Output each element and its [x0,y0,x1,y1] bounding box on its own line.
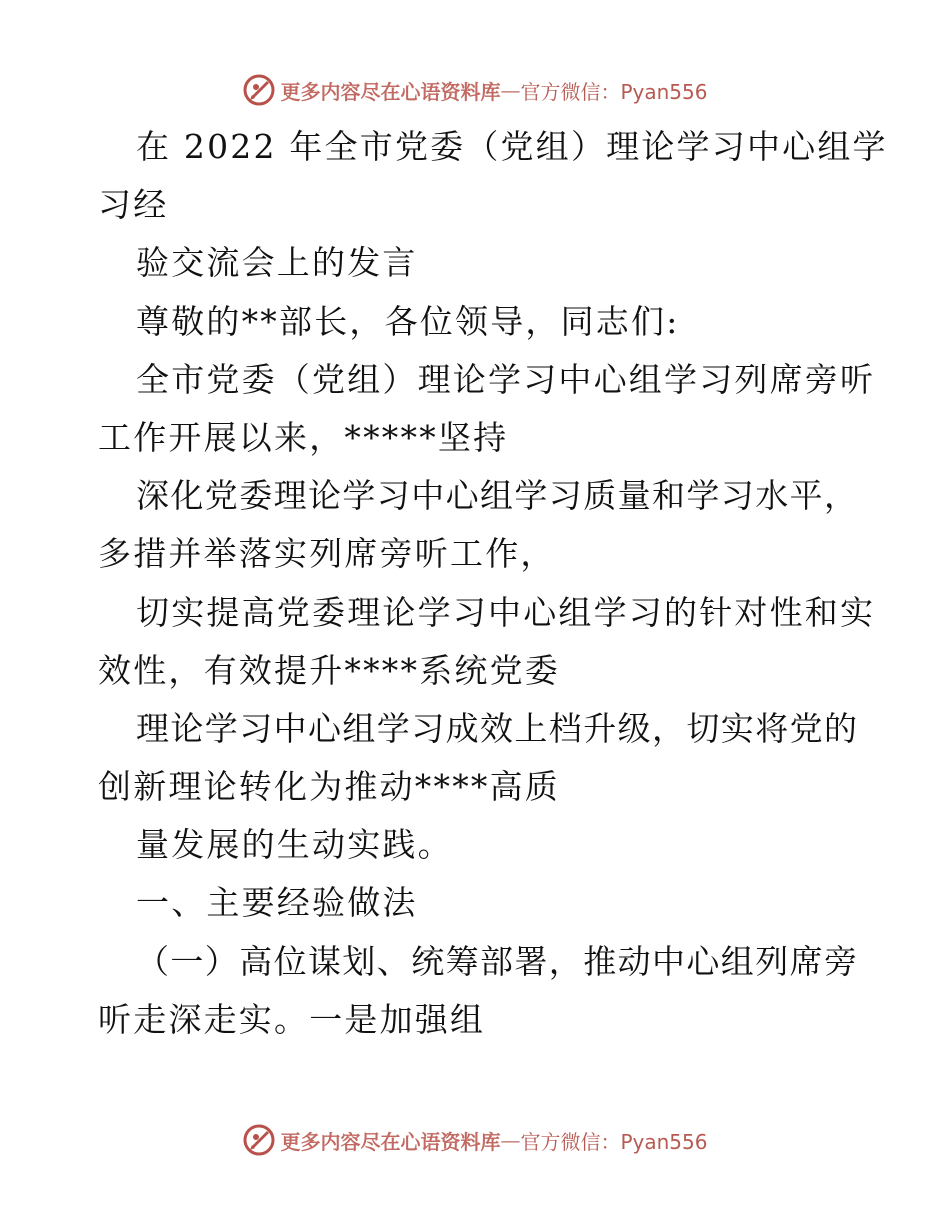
watermark-wechat: 官方微信：Pyan556 [520,79,708,104]
watermark-wechat: 官方微信：Pyan556 [520,1129,708,1154]
text-line: 在 2022 年全市党委（党组）理论学习中心组学 [136,127,888,166]
text-line: 深化党委理论学习中心组学习质量和学习水平， [136,476,859,516]
logo-icon [242,73,276,107]
text-line: 听走深走实。一是加强组 [98,999,486,1039]
text-line: 尊敬的**部长，各位领导，同志们: [136,301,680,341]
text-line: 全市党委（党组）理论学习中心组学习列席旁听 [136,359,876,399]
section-heading: 一、主要经验做法 [136,883,418,923]
text-line: 切实提高党委理论学习中心组学习的针对性和实 [136,592,876,632]
text-line: 工作开展以来，*****坚持 [98,417,509,457]
logo-icon [242,1123,276,1157]
text-line: 验交流会上的发言 [136,243,418,283]
text-line: 创新理论转化为推动****高质 [98,767,560,807]
text-line: 习经 [98,185,169,225]
watermark-dash: — [500,1128,521,1152]
text-line: 多措并举落实列席旁听工作， [98,534,556,574]
watermark-dash: — [500,78,521,102]
document-body [98,118,888,1049]
text-line: （一）高位谋划、统筹部署，推动中心组列席旁 [136,941,859,981]
text-line: 理论学习中心组学习成效上档升级，切实将党的 [136,708,859,748]
header-watermark [0,70,950,110]
text-line: 量发展的生动实践。 [136,825,453,865]
text-line: 效性，有效提升****系统党委 [98,650,560,690]
watermark-text: 更多内容尽在心语资料库 [280,79,501,104]
footer-watermark [0,1120,950,1160]
watermark-text: 更多内容尽在心语资料库 [280,1129,501,1154]
